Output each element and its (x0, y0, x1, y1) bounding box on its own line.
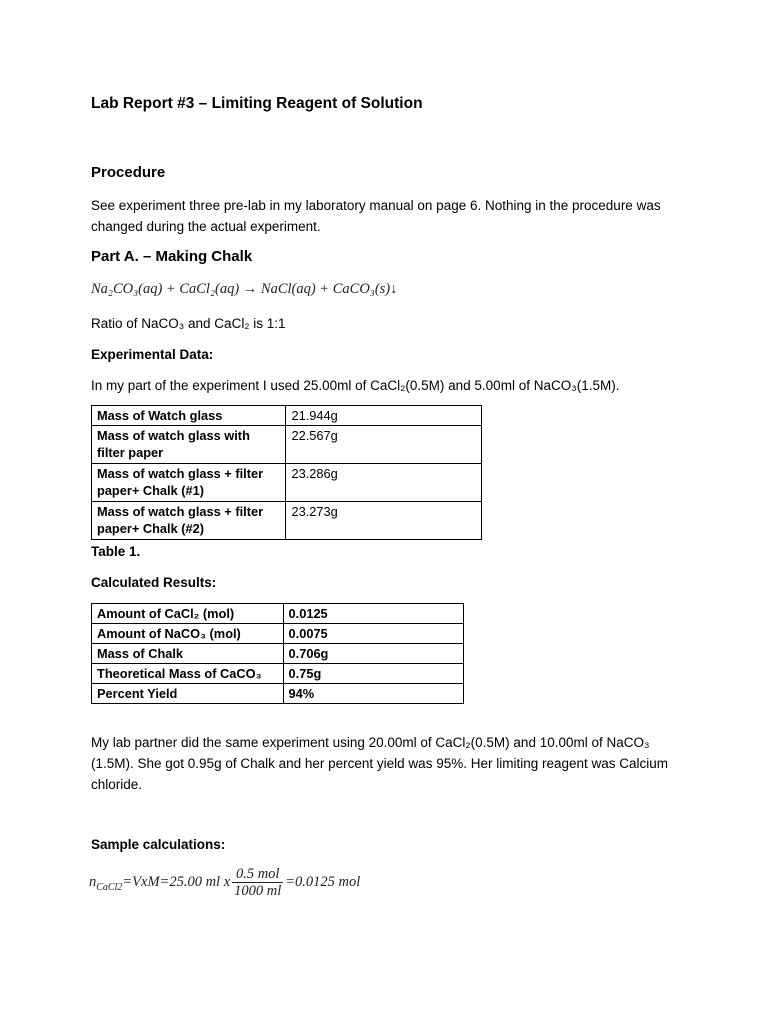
formula-lhs-subscript: CaCl2 (96, 881, 123, 893)
table-cell-value: 23.273g (286, 502, 482, 540)
partner-text-line-3: chloride. (91, 777, 143, 792)
table-caption: Table 1. (91, 544, 141, 559)
reaction-equation: Na₂CO₃(aq) + CaCl₂(aq) → NaCl(aq) + CaCO₃(s)↓ (91, 281, 398, 297)
table-row (92, 502, 482, 540)
formula-fraction (232, 866, 283, 899)
fraction-numerator: 0.5 mol (232, 866, 283, 883)
fraction-denominator: 1000 ml (234, 883, 282, 900)
table-cell-label: Mass of watch glass with filter paper (92, 426, 286, 464)
table-cell-label: Theoretical Mass of CaCO₃ (92, 664, 284, 684)
table-cell-value: 0.0125 (283, 604, 463, 624)
part-a-heading: Part A. – Making Chalk (91, 248, 253, 265)
calculated-results-table (91, 603, 464, 704)
table-row (92, 426, 482, 464)
table-cell-label: Amount of CaCl₂ (mol) (92, 604, 284, 624)
table-cell-label: Mass of watch glass + filter paper+ Chalk (#1) (92, 464, 286, 502)
table-cell-value: 23.286g (286, 464, 482, 502)
partner-text-line-1: My lab partner did the same experiment using 20.00ml of CaCl₂(0.5M) and 10.00ml of NaCO₃ (91, 735, 650, 750)
formula-lhs: n (89, 874, 97, 890)
table-cell-value: 0.0075 (283, 624, 463, 644)
formula-result: =0.0125 mol (285, 874, 361, 890)
procedure-heading: Procedure (91, 164, 166, 181)
table-cell-value: 22.567g (286, 426, 482, 464)
procedure-text-line-1: See experiment three pre-lab in my laboratory manual on page 6. Nothing in the procedure was (91, 198, 661, 213)
partner-text-line-2: (1.5M). She got 0.95g of Chalk and her percent yield was 95%. Her limiting reagent was Calcium (91, 756, 669, 771)
table-cell-label: Mass of watch glass + filter paper+ Chalk (#2) (92, 502, 286, 540)
table-cell-value: 0.706g (283, 644, 463, 664)
table-row (92, 464, 482, 502)
sample-calculation-formula (89, 864, 360, 906)
ratio-text: Ratio of NaCO₃ and CaCl₂ is 1:1 (91, 316, 286, 331)
table-row (92, 644, 464, 664)
table-cell-label: Percent Yield (92, 684, 284, 704)
table-cell-value: 0.75g (283, 664, 463, 684)
table-cell-value: 21.944g (286, 406, 482, 426)
mass-data-table (91, 405, 482, 540)
table-cell-label: Mass of Watch glass (92, 406, 286, 426)
table-row (92, 406, 482, 426)
table-cell-value: 94% (283, 684, 463, 704)
report-title: Lab Report #3 – Limiting Reagent of Solution (91, 95, 423, 112)
table-row (92, 684, 464, 704)
experimental-data-heading: Experimental Data: (91, 347, 214, 362)
table-row (92, 604, 464, 624)
table-row (92, 664, 464, 684)
formula-middle: =VxM=25.00 ml x (122, 874, 231, 890)
experiment-description: In my part of the experiment I used 25.00ml of CaCl₂(0.5M) and 5.00ml of NaCO₃(1.5M). (91, 378, 620, 393)
table-row (92, 624, 464, 644)
table-cell-label: Mass of Chalk (92, 644, 284, 664)
table-cell-label: Amount of NaCO₃ (mol) (92, 624, 284, 644)
sample-calculations-heading: Sample calculations: (91, 837, 226, 852)
calculated-results-heading: Calculated Results: (91, 575, 217, 590)
procedure-text-line-2: changed during the actual experiment. (91, 219, 321, 234)
